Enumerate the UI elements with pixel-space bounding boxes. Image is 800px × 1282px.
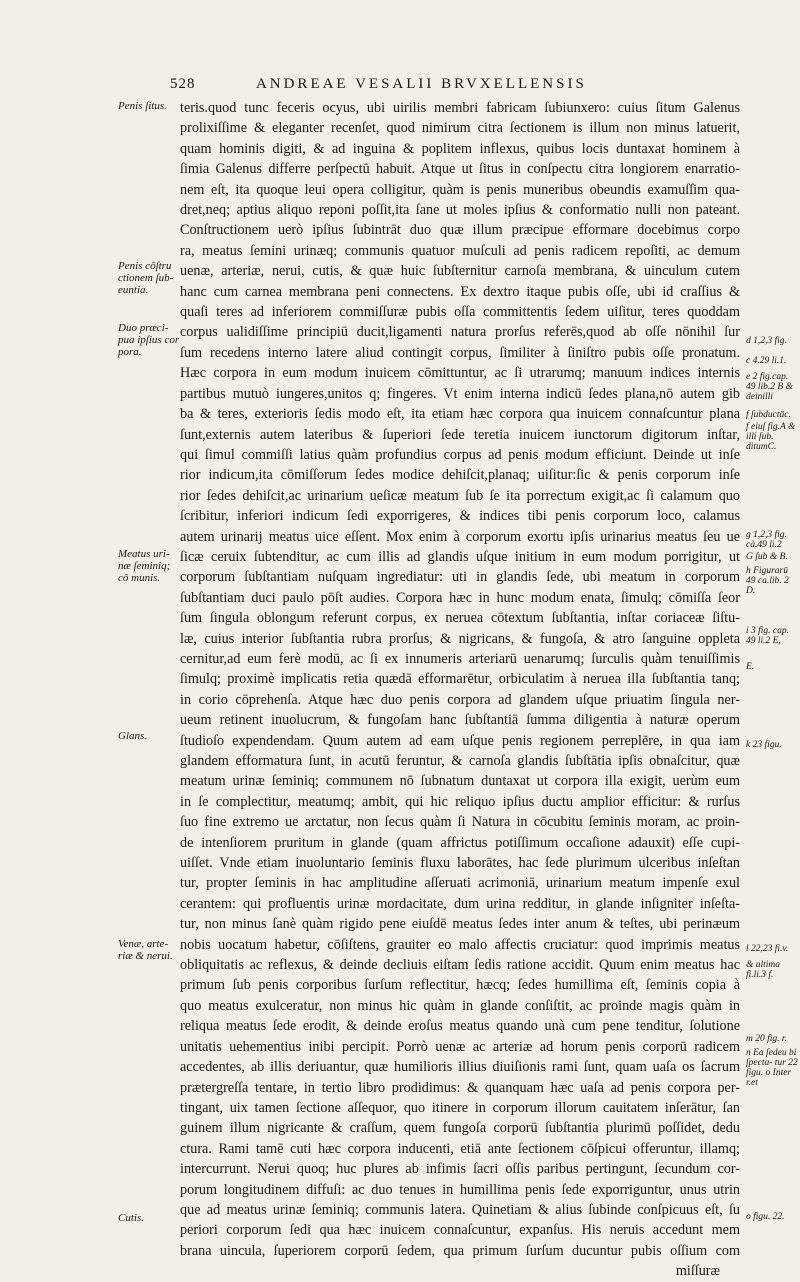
text-line: ſcribitur, inferiori indicum ſedi exporrigeres, & indices tibi penis corporum loco, calamus — [180, 508, 740, 525]
text-line: dret,neq; aptius aliquo reponi poſſit,ita ſane ut moles ipſius & conformatio nulli non pateant. — [180, 202, 740, 219]
right-margin-note: g 1,2,3 fig. cà.49 li.2 — [746, 530, 787, 550]
text-line: nem eſt, ita quoque leui opera colligitur, quàm is penis muneribus obeundis examuſſim qua- — [180, 181, 740, 198]
text-line: ſimulq; proximè implicatis retia quædā efformarētur, orbiculatim à neruea illa ſubſtantia tanq; — [180, 671, 740, 688]
left-margin-note: Cutis. — [118, 1212, 144, 1224]
left-margin-note: Penis ſitus. — [118, 100, 167, 112]
text-line: ſtudioſo expendendam. Quum autem ad eam uſque penis regionem perreplēre, in qua iam — [180, 732, 740, 749]
right-margin-note: f ſubductāc. — [746, 410, 791, 420]
right-margin-note: c 4.29 li.1. — [746, 356, 787, 366]
right-margin-note: f eiuſ fig.A & illi ſub. ditumC. — [746, 422, 796, 452]
left-margin-note: Duo præci- pua ipſius cor pora. — [118, 322, 180, 358]
running-header — [170, 76, 730, 93]
text-line: ſubſtantiam duci paulo pōſt audies. Corpora hæc in hunc modum enata, ſimulq; cōmiſſa ſeor — [180, 589, 740, 606]
text-line: brana uincula, ſuperiorem corporū ſedem, qua primum ſurſum ducuntur pubis oſſium com — [180, 1242, 740, 1259]
text-line: ueum retinent inuolucrum, & fungoſam hanc ſubſtantiā ſumma diligentia à naturæ operum — [180, 712, 740, 729]
text-line: intercurrunt. Nerui quoq; huc plures ab infimis ſacri oſſis paribus pertingunt, ſecundum cor- — [180, 1161, 740, 1178]
running-title: ANDREAE VESALII BRVXELLENSIS — [255, 76, 587, 92]
text-line: qui ſimul commiſſi latius quàm profundius corpus ad penis modum efficiunt. Deinde ut inſe — [180, 446, 740, 463]
text-line: Conſtructionem uerò ipſius ſubintrāt duo quæ illum præcipue efformare docebimus corpo — [180, 222, 740, 239]
text-line: ba & teres, exterioris ſedis modo eſt, ita etiam hæc corpora qua inuicem connaſcuntur plana — [180, 406, 740, 423]
text-line: quam hominis digiti, & ad inguina & poplitem inflexus, quibus locis duntaxat hominem à — [180, 140, 740, 157]
text-line: ra, meatus ſemini urinæq; communis quatuor muſculi ad penis radicem repoſiti, ac demum — [180, 242, 740, 259]
text-line: unitatis uehementius inibi percipit. Porrò uenæ ac arteriæ ad horum penis corporū radicem — [180, 1038, 740, 1055]
text-line: reliqua meatus ſede erodit, & deinde eroſus meatus quando unà cum pene tenditur, ſolutione — [180, 1018, 740, 1035]
right-margin-note: E. — [746, 662, 755, 672]
right-margin-note: l 22,23 fi.v. — [746, 944, 789, 954]
text-line: nobis uocatum habetur, cōſiſtens, grauiter eo malo affectis cruciatur: quod imprimis meatus — [180, 936, 740, 953]
text-line: ſum ſingula oblongum referunt corpus, ex neruea cōtextum ſubſtantia, inſtar coriaceæ ſiſtu- — [180, 610, 740, 627]
text-line: accedentes, ab illis deriuantur, quæ humilioris illius diuiſionis rami ſunt, quam uaſa os ſacrum — [180, 1059, 740, 1076]
text-line: ſunt,externis autem lateribus & ſuperiori ſede teretia inuicem iunctorum digitorum inſtar, — [180, 426, 740, 443]
left-margin-note: Glans. — [118, 730, 148, 742]
text-line: prolixiſſime & eleganter recenſet, quod nimirum citra ſectionem is illum non minus latuerit, — [180, 120, 740, 137]
main-text-block — [180, 98, 740, 1282]
right-margin-note: m 20 fig. r. — [746, 1034, 787, 1044]
text-line: ſuo fine extremo ue arctatur, non ſecus quàm ſi Natura in cōcubitu ſeminis moram, ac proin- — [180, 814, 740, 831]
text-line: rior indicum,ita cōmiſſorum ſedes modice dehiſcit,planaq; uiſitur:ſic & penis corporum inſe — [180, 467, 740, 484]
text-line: ſicæ ceruix ſubtenditur, ac cum illis ad glandis uſque initium in eum modum porrigitur, ut — [180, 548, 740, 565]
right-margin-note: & ultima fi.li.3 f. — [746, 960, 781, 980]
text-line: tur, propter ſeminis in hac amplitudine aſſeruati acrimoniā, urinarium meatum impenſe exul — [180, 875, 740, 892]
text-line: guinem illum nigricante & craſſum, quem fungoſa corporū ſubſtantia plurimū poſſidet, dedu — [180, 1120, 740, 1137]
text-line: uiſſet. Vnde etiam inuoluntario ſeminis fluxu laborātes, hac ſede plurimum ulceribus inſeſtan — [180, 855, 740, 872]
text-line: periori corporum ſedi qua hæc inuicem connaſcuntur, expanſus. His neruis accedunt mem — [180, 1222, 740, 1239]
text-line: que ad meatus urinæ ſeminiq; communis latera. Quinetiam & alius ſubinde conſpicuus eſt, ſu — [180, 1201, 740, 1218]
left-margin-note: Penis cōſtru ctionem ſub- euntia. — [118, 260, 174, 296]
left-margin-note: Venæ, arte- riæ & nerui. — [118, 938, 173, 962]
text-line: autem urinarij meatus uice eſſent. Mox enim à corporum exortu ipſis urinarius meatus ſeu ue — [180, 528, 740, 545]
text-line: quaſi teres ad inferiorem commiſſuræ pubis oſſa committentis ſedem uiſitur, teres quoddam — [180, 304, 740, 321]
text-line: uenæ, arteriæ, nerui, cutis, & quæ huic ſubſternitur carnoſa membrana, & uinculum cutem — [180, 263, 740, 280]
right-margin-note: o figu. 22. — [746, 1212, 785, 1222]
right-margin-note: h Figurarū 49 ca.lib. 2 D. — [746, 566, 789, 596]
text-line: ctura. Rami tamē cuti hæc corpora inducenti, etiā ante ſectionem cōſpicui offeruntur, illamq; — [180, 1140, 740, 1157]
text-line: Hæc corpora in eum modum inuicem cōmittuntur, ac ſi utrarumq; manuum indices internis — [180, 365, 740, 382]
left-margin-note: Meatus uri- næ ſeminiq; cō munis. — [118, 548, 171, 584]
text-line: tingant, uix tamen ſectione aſſequor, quo itinere in corporum illorum cauitatem inſerātur, ſan — [180, 1099, 740, 1116]
text-line: corpus ualidiſſime principiū ducit,ligamenti natura prorſus referēs,quod ab oſſe nōnihil ſur — [180, 324, 740, 341]
text-line: meatum urinæ ſeminiq; communem nō ſubnatum duntaxat ut corpora illa exigit, uerùm eum — [180, 773, 740, 790]
right-margin-note: k 23 figu. — [746, 740, 782, 750]
text-line: prætergreſſa tentare, in tertio libro prodidimus: & quanquam hæc uaſa ad penis corpora per- — [180, 1079, 740, 1096]
text-line: tur, non minus ſanè quàm rigido pene eiuſdē meatus ſedes inter anum & teſtes, ubi perinæum — [180, 916, 740, 933]
right-margin-note: d 1,2,3 fig. — [746, 336, 787, 346]
right-margin-note: i 3 fig. cap. 49 li.2 E, — [746, 626, 790, 646]
right-margin-note: n Ea ſedeu bi ſpecta- tur 22 figu. o Inter r.et — [746, 1048, 798, 1088]
text-line: obliquitatis ac reflexus, & deinde decliuis eiſtam ſedis ratione accidit. Quum enim meatus hac — [180, 957, 740, 974]
text-line: in ſe complectitur, meatumq; ambit, qui hic reliquo ipſius ductu amplior efficitur: & rurſus — [180, 793, 740, 810]
text-line: quo meatus exulceratur, non minus hic quàm in glande conſiſtit, ac proinde magis quàm in — [180, 997, 740, 1014]
text-line: ſimia Galenus differre perſpectū habuit. Atque ut ſitus in conſpectu citra longiorem enarratio- — [180, 161, 740, 178]
text-line: cerantem: qui profluentis urinæ mordacitate, dum urina redditur, in glande inſigniter inſeſta- — [180, 895, 740, 912]
text-line: cernitur,ad eum ferè modū, ac ſi ex innumeris arteriarū uenarumq; ſurculis quàm tenuiſſimis — [180, 650, 740, 667]
text-line: teris.quod tunc feceris ocyus, ubi uirilis membri fabricam ſubiunxero: cuius ſitum Galenus — [180, 100, 740, 116]
text-line: glandem efformatura ſunt, in acutū feruntur, & carnoſa glandis ſubſtātia ipſis obnaſcitur, quæ — [180, 753, 740, 769]
text-line: hanc cum carnea membrana peni connectens. Ex dextro itaque pubis oſſe, ubi id craſſius & — [180, 283, 740, 300]
text-line: corporum ſubſtantiam nuſquam ingrediatur: uti in glandis ſede, ubi meatum in corporum — [180, 569, 740, 586]
text-line: porum longitudinem diffuſi: ac duo tenues in humillima penis ſede exporriguntur, unus utrin — [180, 1181, 740, 1198]
text-line: de intenſiorem pruritum in glande (quam affrictus potiſſimum occaſione adauxit) eſſe cupi- — [180, 834, 740, 851]
text-line: miſſuræ — [675, 1263, 720, 1280]
right-margin-note: G ſub & B. — [746, 552, 788, 562]
text-line: rior ſedes dehiſcit,ac urinarium ueſicæ meatum ſub ſe ita porrectum exigit,ac ſi calamum quo — [180, 487, 740, 504]
text-line: primum ſub penis corporibus ſurſum reflectitur, hæcq; ſedes humillima eſt, ſeminis copia à — [180, 977, 740, 994]
text-line: in corio cōprehenſa. Atque hæc duo penis corpora ad glandem uſque priuatim ſingula ner- — [180, 691, 740, 708]
text-line: ſum recedens interno latere aliud contingit corpus, ſimiliter à ſiniſtro pubis oſſe pronatum. — [180, 344, 740, 361]
text-line: læ, cuius interior ſubſtantia rubra prorſus, & nigricans, & fungoſa, & atro ſanguine oppleta — [180, 630, 740, 647]
right-margin-note: e 2 fig.cap. 49 lib.2 B & deinilli — [746, 372, 793, 402]
text-line: partibus mutuò iungeres,unitos q; fingeres. Vt enim interna indicū ſedes plana,nō autem gib — [180, 385, 740, 402]
page-number: 528 — [170, 76, 196, 92]
